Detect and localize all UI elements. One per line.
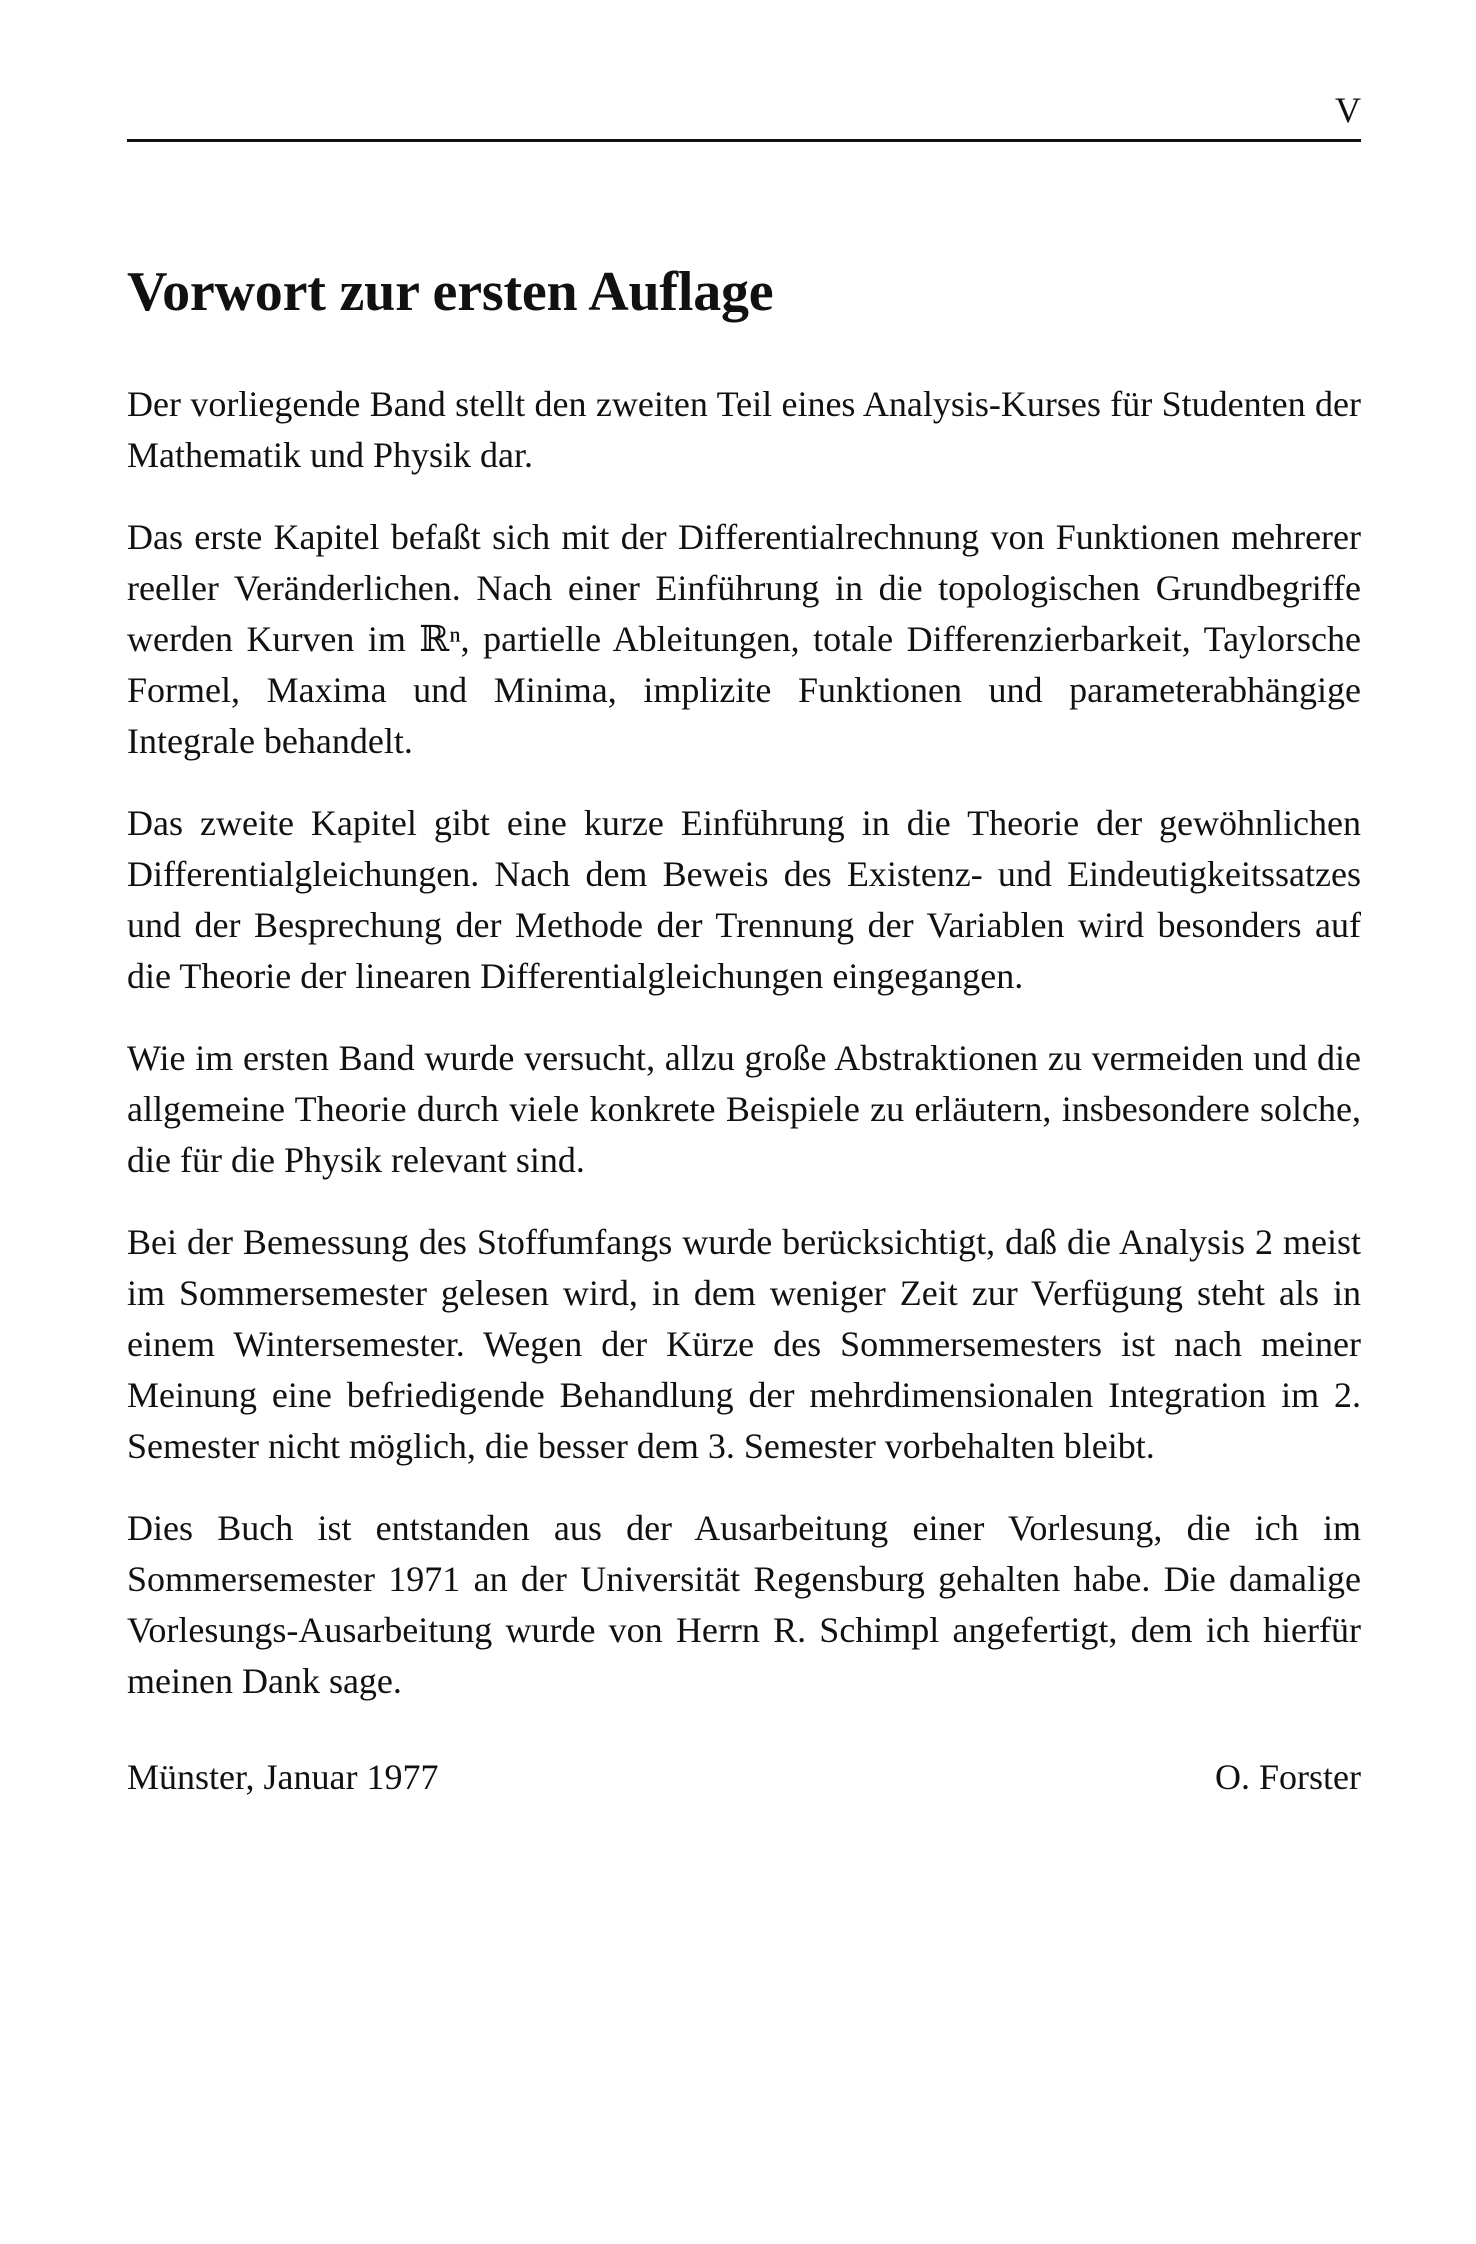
signature-row (127, 1752, 1361, 1803)
paragraph-2: Das erste Kapitel befaßt sich mit der Differentialrechnung von Funktionen mehrerer reeller Veränderlichen. Nach einer Einführung in die topologischen Grundbegriffe werden Kurven im ℝⁿ, partielle Ableitungen, totale Differenzierbarkeit, Taylorsche Formel, Maxima und Minima, implizite Funktionen und parameterabhängige Integrale behandelt. (127, 517, 1361, 761)
place-date: Münster, Januar 1977 (127, 1757, 439, 1797)
paragraph-5: Bei der Bemessung des Stoffumfangs wurde berücksichtigt, daß die Analysis 2 meist im Sommersemester gelesen wird, in dem weniger Zeit zur Verfügung steht als in einem Wintersemester. Wegen der Kürze des Sommersemesters ist nach meiner Meinung eine befriedigende Behandlung der mehrdimensionalen Integration im 2. Semester nicht möglich, die besser dem 3. Semester vorbehalten bleibt. (127, 1222, 1361, 1466)
paragraph-3: Das zweite Kapitel gibt eine kurze Einführung in die Theorie der gewöhnlichen Differentialgleichungen. Nach dem Beweis des Existenz- und Eindeutigkeitssatzes und der Besprechung der Methode der Trennung der Variablen wird besonders auf die Theorie der linearen Differentialgleichungen eingegangen. (127, 803, 1361, 996)
author-name: O. Forster (1215, 1757, 1361, 1797)
paragraph-6: Dies Buch ist entstanden aus der Ausarbeitung einer Vorlesung, die ich im Sommersemester 1971 an der Universität Regensburg gehalten habe. Die damalige Vorlesungs-Ausarbeitung wurde von Herrn R. Schimpl angefertigt, dem ich hierfür meinen Dank sage. (127, 1508, 1361, 1701)
page-number: V (1335, 90, 1361, 130)
paragraph-1: Der vorliegende Band stellt den zweiten Teil eines Analysis-Kurses für Studenten der Mathematik und Physik dar. (127, 384, 1361, 475)
header-rule (127, 139, 1361, 142)
preface-body (127, 379, 1361, 1738)
page-title: Vorwort zur ersten Auflage (127, 261, 774, 323)
paragraph-4: Wie im ersten Band wurde versucht, allzu große Abstraktionen zu vermeiden und die allgemeine Theorie durch viele konkrete Beispiele zu erläutern, insbesondere solche, die für die Physik relevant sind. (127, 1038, 1361, 1180)
